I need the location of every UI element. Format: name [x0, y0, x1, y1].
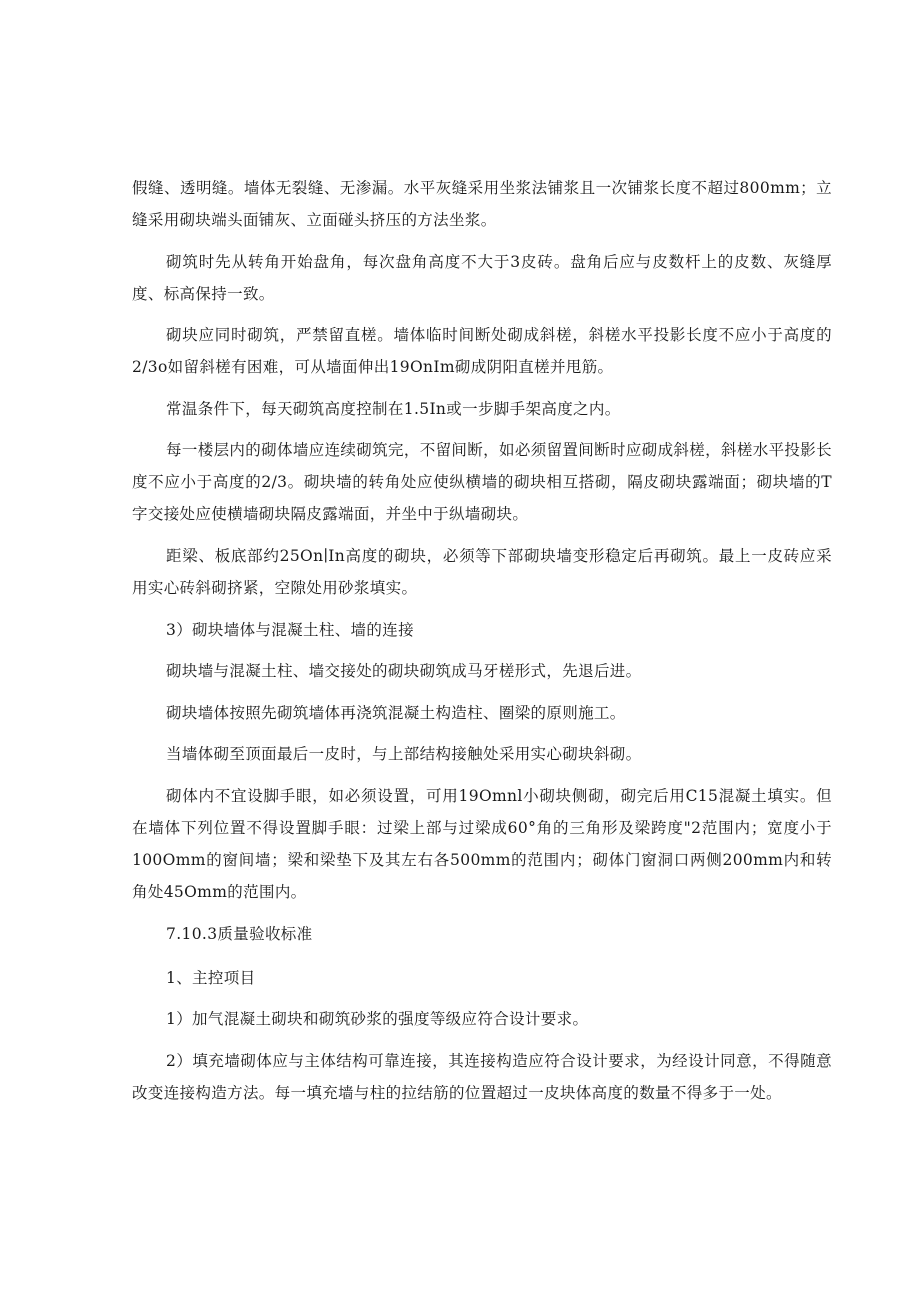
- paragraph-joint-requirements: 假缝、透明缝。墙体无裂缝、无渗漏。水平灰缝采用坐浆法铺浆且一次铺浆长度不超过800mm；立缝采用砌块端头面铺灰、立面碰头挤压的方法坐浆。: [132, 179, 832, 229]
- paragraph-toothed-joint: 砌块墙与混凝土柱、墙交接处的砌块砌筑成马牙槎形式，先退后进。: [166, 662, 642, 681]
- paragraph-beam-bottom: 距梁、板底部约25On∣In高度的砌块，必须等下部砌块墙变形稳定后再砌筑。最上一皮砖应采用实心砖斜砌挤紧，空隙处用砂浆填实。: [132, 546, 832, 597]
- paragraph-scaffold-holes: 砌体内不宜设脚手眼，如必须设置，可用19Omnl小砌块侧砌，砌完后用C15混凝土填实。但在墙体下列位置不得设置脚手眼：过梁上部与过梁成60°角的三角形及梁跨度"2范围内；宽度小于100Omm的窗间墙；梁和梁垫下及其左右各500mm的范围内；砌体门窗洞口两侧200mm内和转角处45Omm的范围内。: [132, 786, 832, 901]
- paragraph-corner-laying: 砌筑时先从转角开始盘角，每次盘角高度不大于3皮砖。盘角后应与皮数杆上的皮数、灰缝厚度、标高保持一致。: [132, 252, 832, 303]
- paragraph-continuous-laying: 每一楼层内的砌体墙应连续砌筑完，不留间断，如必须留置间断时应砌成斜槎，斜槎水平投影长度不应小于高度的2/3。砌块墙的转角处应使纵横墙的砌块相互搭砌，隔皮砌块露端面；砌块墙的T字交接处应使横墙砌块隔皮露端面，并坐中于纵墙砌块。: [132, 441, 832, 524]
- paragraph-simultaneous-laying: 砌块应同时砌筑，严禁留直槎。墙体临时间断处砌成斜槎，斜槎水平投影长度不应小于高度的2/3o如留斜槎有困难，可从墙面伸出19OnIm砌成阴阳直槎并甩筋。: [132, 326, 832, 377]
- paragraph-infill-connection: 2）填充墙砌体应与主体结构可靠连接，其连接构造应符合设计要求，为经设计同意，不得随意改变连接构造方法。每一填充墙与柱的拉结筋的位置超过一皮块体高度的数量不得多于一处。: [132, 1051, 832, 1102]
- section-heading-quality-acceptance: 7.10.3质量验收标准: [166, 924, 313, 943]
- paragraph-construction-order: 砌块墙体按照先砌筑墙体再浇筑混凝土构造柱、圈梁的原则施工。: [166, 703, 626, 722]
- paragraph-strength-grade: 1）加气混凝土砌块和砌筑砂浆的强度等级应符合设计要求。: [166, 1010, 589, 1029]
- subheading-wall-column-connection: 3）砌块墙体与混凝土柱、墙的连接: [166, 620, 414, 639]
- subheading-main-control-items: 1、主控项目: [166, 968, 256, 987]
- document-body: [132, 172, 832, 1118]
- paragraph-top-course: 当墙体砌至顶面最后一皮时，与上部结构接触处采用实心砌块斜砌。: [166, 745, 642, 764]
- paragraph-daily-height: 常温条件下，每天砌筑高度控制在1.5In或一步脚手架高度之内。: [166, 399, 621, 418]
